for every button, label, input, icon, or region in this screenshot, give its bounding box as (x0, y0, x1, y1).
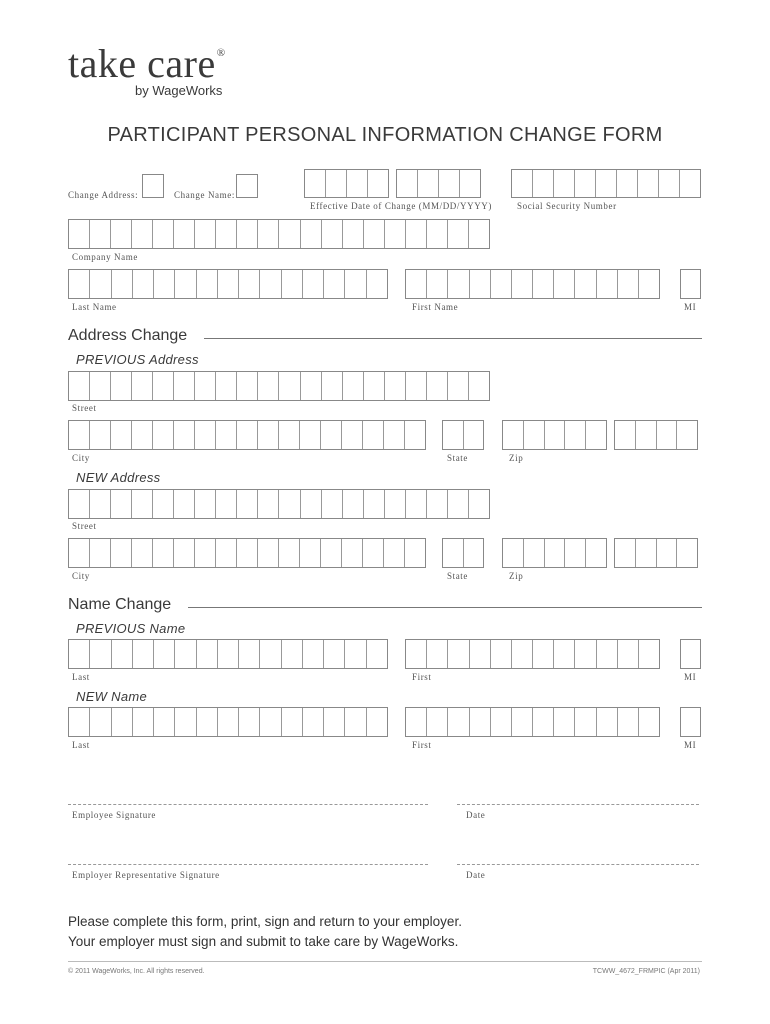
instructions (68, 912, 462, 952)
footer-form-code: TCWW_4672_FRMPIC (Apr 2011) (592, 968, 700, 975)
change-name-checkbox[interactable] (236, 174, 258, 198)
employer-date-label: Date (466, 870, 486, 880)
new-city-label: City (72, 571, 90, 581)
previous-last-name-input[interactable] (68, 639, 388, 669)
company-name-input[interactable] (68, 219, 490, 249)
previous-zip-ext-input[interactable] (614, 420, 698, 450)
effective-date-year-input[interactable] (396, 169, 481, 198)
previous-first-label: First (412, 672, 432, 682)
employer-date-line[interactable] (457, 864, 699, 865)
employee-date-label: Date (466, 810, 486, 820)
new-address-heading: NEW Address (76, 470, 161, 485)
last-name-label: Last Name (72, 302, 117, 312)
name-change-heading: Name Change (68, 596, 172, 613)
logo-text: take care (68, 41, 216, 86)
previous-name-heading: PREVIOUS Name (76, 621, 186, 636)
previous-zip-input[interactable] (502, 420, 607, 450)
previous-street-label: Street (72, 403, 97, 413)
footer-copyright: © 2011 WageWorks, Inc. All rights reserved. (68, 968, 205, 975)
registered-mark: ® (216, 47, 226, 59)
section-divider (188, 607, 702, 608)
new-last-name-input[interactable] (68, 707, 388, 737)
section-divider (204, 338, 702, 339)
change-address-label: Change Address: (68, 190, 139, 200)
new-mi-label: MI (684, 740, 697, 750)
footer-divider (68, 961, 702, 962)
ssn-label: Social Security Number (517, 201, 617, 211)
new-zip-label: Zip (509, 571, 524, 581)
first-name-input[interactable] (405, 269, 660, 299)
previous-city-label: City (72, 453, 90, 463)
previous-zip-label: Zip (509, 453, 524, 463)
new-name-heading: NEW Name (76, 689, 148, 704)
new-first-name-input[interactable] (405, 707, 660, 737)
previous-last-label: Last (72, 672, 90, 682)
change-name-label: Change Name: (174, 190, 235, 200)
previous-state-input[interactable] (442, 420, 484, 450)
employer-signature-line[interactable] (68, 864, 428, 865)
last-name-input[interactable] (68, 269, 388, 299)
new-city-input[interactable] (68, 538, 426, 568)
new-zip-input[interactable] (502, 538, 607, 568)
effective-date-month-input[interactable] (304, 169, 389, 198)
new-last-label: Last (72, 740, 90, 750)
new-street-input[interactable] (68, 489, 490, 519)
new-first-label: First (412, 740, 432, 750)
previous-street-input[interactable] (68, 371, 490, 401)
new-state-input[interactable] (442, 538, 484, 568)
previous-mi-input[interactable] (680, 639, 701, 669)
instructions-line-1: Please complete this form, print, sign and return to your employer. (68, 914, 462, 929)
employee-date-line[interactable] (457, 804, 699, 805)
logo-subtitle: by WageWorks (135, 83, 223, 98)
new-zip-ext-input[interactable] (614, 538, 698, 568)
employee-signature-label: Employee Signature (72, 810, 157, 820)
address-change-heading: Address Change (68, 327, 188, 344)
change-address-checkbox[interactable] (142, 174, 164, 198)
new-mi-input[interactable] (680, 707, 701, 737)
previous-state-label: State (447, 453, 468, 463)
new-state-label: State (447, 571, 468, 581)
previous-first-name-input[interactable] (405, 639, 660, 669)
previous-city-input[interactable] (68, 420, 426, 450)
ssn-input[interactable] (511, 169, 701, 198)
first-name-label: First Name (412, 302, 459, 312)
form-title: PARTICIPANT PERSONAL INFORMATION CHANGE FORM (107, 124, 663, 146)
previous-mi-label: MI (684, 672, 697, 682)
employer-signature-label: Employer Representative Signature (72, 870, 220, 880)
mi-input[interactable] (680, 269, 701, 299)
new-street-label: Street (72, 521, 97, 531)
previous-address-heading: PREVIOUS Address (76, 352, 199, 367)
instructions-line-2: Your employer must sign and submit to take care by WageWorks. (68, 934, 459, 949)
company-name-label: Company Name (72, 252, 138, 262)
mi-label: MI (684, 302, 697, 312)
effective-date-label: Effective Date of Change (MM/DD/YYYY) (310, 201, 492, 211)
logo-wordmark (68, 41, 226, 86)
employee-signature-line[interactable] (68, 804, 428, 805)
